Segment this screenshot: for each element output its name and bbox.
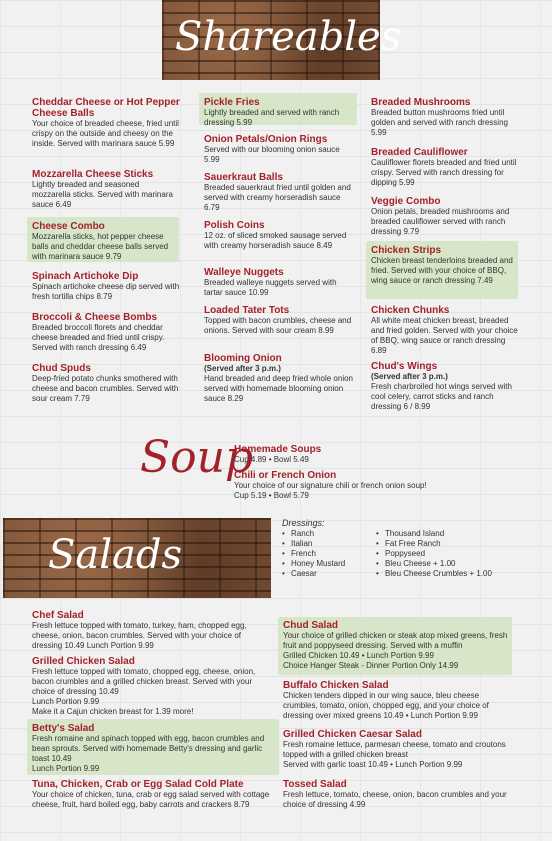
menu-item	[204, 305, 356, 336]
item-desc: Breaded button mushrooms fried until golden and served with ranch dressing 5.99	[371, 108, 508, 137]
salad-item	[283, 729, 513, 770]
shareables-title: Shareables	[175, 14, 402, 60]
item-note: (Served after 3 p.m.)	[204, 364, 281, 373]
menu-item	[371, 361, 519, 412]
item-note: (Served after 3 p.m.)	[371, 372, 448, 381]
item-name: Tossed Salad	[283, 779, 347, 790]
menu-item	[204, 353, 356, 404]
item-desc: Served with our blooming onion sauce 5.99	[204, 145, 340, 164]
item-name: Homemade Soups	[234, 444, 322, 455]
item-desc: Breaded broccoli florets and cheddar cheese breaded and fried until crispy. Served with ranch dressing 6.49	[32, 323, 165, 352]
item-desc: Breaded walleye nuggets served with tartar sauce 10.99	[204, 278, 337, 297]
salad-item	[32, 656, 272, 717]
item-desc: Your choice of breaded cheese, fried until crispy on the outside and cheesy on the inside. Served with marinara sauce 5.99	[32, 119, 179, 148]
item-desc: Chicken breast tenderloins breaded and fried. Served with your choice of BBQ, wing sauce or ranch dressing 7.49	[371, 256, 513, 285]
item-name: Mozzarella Cheese Sticks	[32, 169, 154, 180]
item-desc: Cup 4.89 • Bowl 5.49	[234, 455, 309, 464]
menu-item	[32, 221, 180, 262]
menu-item	[204, 97, 356, 128]
item-name: Cheese Combo	[32, 221, 105, 232]
item-name: Pickle Fries	[204, 97, 260, 108]
salad-item	[32, 723, 272, 774]
menu-item	[371, 147, 519, 188]
salad-item	[32, 610, 272, 651]
salad-item	[283, 620, 513, 671]
dressing-item: • French	[282, 549, 377, 559]
menu-item	[371, 97, 519, 138]
soup-item	[234, 444, 434, 465]
dressings-col-1	[282, 529, 377, 579]
item-name: Blooming Onion	[204, 353, 282, 364]
dressing-item: • Caesar	[282, 569, 377, 579]
item-name: Polish Coins	[204, 220, 265, 231]
item-name: Breaded Mushrooms	[371, 97, 471, 108]
dressing-item: • Ranch	[282, 529, 377, 539]
item-desc: Lightly breaded and seasoned mozzarella sticks. Served with marinara sauce 6.49	[32, 180, 173, 209]
item-name: Broccoli & Cheese Bombs	[32, 312, 158, 323]
item-desc: Breaded sauerkraut fried until golden and served with creamy horseradish sauce 6.79	[204, 183, 351, 212]
item-name: Chud's Wings	[371, 361, 438, 372]
menu-item	[32, 169, 180, 210]
dressings-col-2	[376, 529, 526, 579]
item-name: Sauerkraut Balls	[204, 172, 283, 183]
menu-item	[371, 305, 519, 356]
item-desc: Fresh romaine and spinach topped with egg, bacon crumbles and bean sprouts. Served with homemade Betty's dressing and garlic toast 10.49 Lunch Portion 9.99	[32, 734, 265, 773]
dressing-item: • Honey Mustard	[282, 559, 377, 569]
menu-item	[32, 271, 180, 302]
menu-item	[32, 363, 180, 404]
item-desc: Cauliflower florets breaded and fried until crispy. Served with ranch dressing for dipping 5.99	[371, 158, 517, 187]
item-desc: 12 oz. of sliced smoked sausage served with creamy horseradish sauce 8.49	[204, 231, 347, 250]
salad-item	[32, 779, 272, 810]
item-name: Betty's Salad	[32, 723, 95, 734]
item-name: Grilled Chicken Salad	[32, 656, 135, 667]
item-name: Chud Spuds	[32, 363, 91, 374]
item-name: Breaded Cauliflower	[371, 147, 468, 158]
item-desc: Onion petals, breaded mushrooms and breaded cauliflower served with ranch dressing 9.79	[371, 207, 510, 236]
item-desc: Fresh lettuce topped with tomato, chopped egg, cheese, onion, bacon crumbles and a grilled chicken breast. Served with your choice of dressing 10.49 Lunch Portion 9.99 Make it a Cajun chicken breast for 1.39 more!	[32, 667, 256, 716]
menu-item	[32, 97, 180, 149]
item-desc: Fresh lettuce, tomato, cheese, onion, bacon crumbles and your choice of dressing 4.99	[283, 790, 507, 809]
item-desc: Your choice of our signature chili or french onion soup! Cup 5.19 • Bowl 5.79	[234, 481, 427, 500]
item-desc: Fresh romaine lettuce, parmesan cheese, tomato and croutons topped with a grilled chicken breast Served with garlic toast 10.49 • Lunch Portion 9.99	[283, 740, 506, 769]
menu-item	[204, 220, 356, 251]
item-name: Onion Petals/Onion Rings	[204, 134, 328, 145]
item-desc: Spinach artichoke cheese dip served with fresh tortilla chips 8.79	[32, 282, 180, 301]
salad-item	[283, 779, 513, 810]
item-name: Veggie Combo	[371, 196, 441, 207]
item-desc: Lightly breaded and served with ranch dressing 5.99	[204, 108, 340, 127]
dressing-item: • Bleu Cheese Crumbles + 1.00	[376, 569, 526, 579]
dressing-item: • Fat Free Ranch	[376, 539, 526, 549]
menu-item	[371, 245, 517, 286]
dressings-title: Dressings:	[282, 518, 325, 528]
dressing-item: • Poppyseed	[376, 549, 526, 559]
item-desc: Deep-fried potato chunks smothered with cheese and bacon crumbles. Served with sour cream 7.79	[32, 374, 179, 403]
item-desc: Chicken tenders dipped in our wing sauce, bleu cheese crumbles, tomato, onion, chopped egg, and your choice of dressing over mixed greens 10.49 • Lunch Portion 9.99	[283, 691, 489, 720]
item-desc: Mozzarella sticks, hot pepper cheese balls and cheddar cheese balls served with marinara sauce 9.79	[32, 232, 169, 261]
item-name: Chicken Strips	[371, 245, 442, 256]
item-desc: Your choice of grilled chicken or steak atop mixed greens, fresh fruit and poppyseed dressing. Served with a muffin Grilled Chicken 10.49 • Lunch Portion 9.99 Choice Hanger Steak - Dinner Portion Only 14.99	[283, 631, 508, 670]
item-name: Chicken Chunks	[371, 305, 450, 316]
item-name: Spinach Artichoke Dip	[32, 271, 139, 282]
item-name: Walleye Nuggets	[204, 267, 284, 278]
dressing-item: • Italian	[282, 539, 377, 549]
item-desc: Fresh lettuce topped with tomato, turkey, ham, chopped egg, cheese, onion, bacon crumbles. Served with your choice of dressing 10.49 Lunch Portion 9.99	[32, 621, 247, 650]
item-name: Chud Salad	[283, 620, 339, 631]
menu-item	[204, 172, 356, 213]
soup-title: Soup	[140, 432, 254, 483]
soup-item	[234, 470, 434, 501]
item-name: Buffalo Chicken Salad	[283, 680, 389, 691]
item-desc: Topped with bacon crumbles, cheese and onions. Served with sour cream 8.99	[204, 316, 352, 335]
menu-item	[32, 312, 180, 353]
dressing-item: • Bleu Cheese + 1.00	[376, 559, 526, 569]
menu-item	[371, 196, 519, 237]
salads-title: Salads	[48, 532, 183, 578]
menu-item	[204, 267, 356, 298]
item-name: Chili or French Onion	[234, 470, 337, 481]
item-name: Chef Salad	[32, 610, 84, 621]
menu-item	[204, 134, 356, 165]
item-desc: All white meat chicken breast, breaded and fried golden. Served with your choice of BBQ, wing sauce or ranch dressing 6.89	[371, 316, 518, 355]
item-name: Tuna, Chicken, Crab or Egg Salad Cold Plate	[32, 779, 244, 790]
item-name: Grilled Chicken Caesar Salad	[283, 729, 422, 740]
dressings-block	[282, 518, 522, 578]
item-name: Cheddar Cheese or Hot Pepper Cheese Balls	[32, 97, 180, 119]
dressing-item: • Thousand Island	[376, 529, 526, 539]
item-name: Loaded Tater Tots	[204, 305, 290, 316]
item-desc: Fresh charbroiled hot wings served with cool celery, carrot sticks and ranch dressing 6 / 8.99	[371, 382, 512, 411]
item-desc: Your choice of chicken, tuna, crab or egg salad served with cottage cheese, fruit, hard boiled egg, baby carrots and crackers 8.79	[32, 790, 270, 809]
salad-item	[283, 680, 513, 721]
item-desc: Hand breaded and deep fried whole onion served with homemade blooming onion sauce 8.29	[204, 374, 354, 403]
